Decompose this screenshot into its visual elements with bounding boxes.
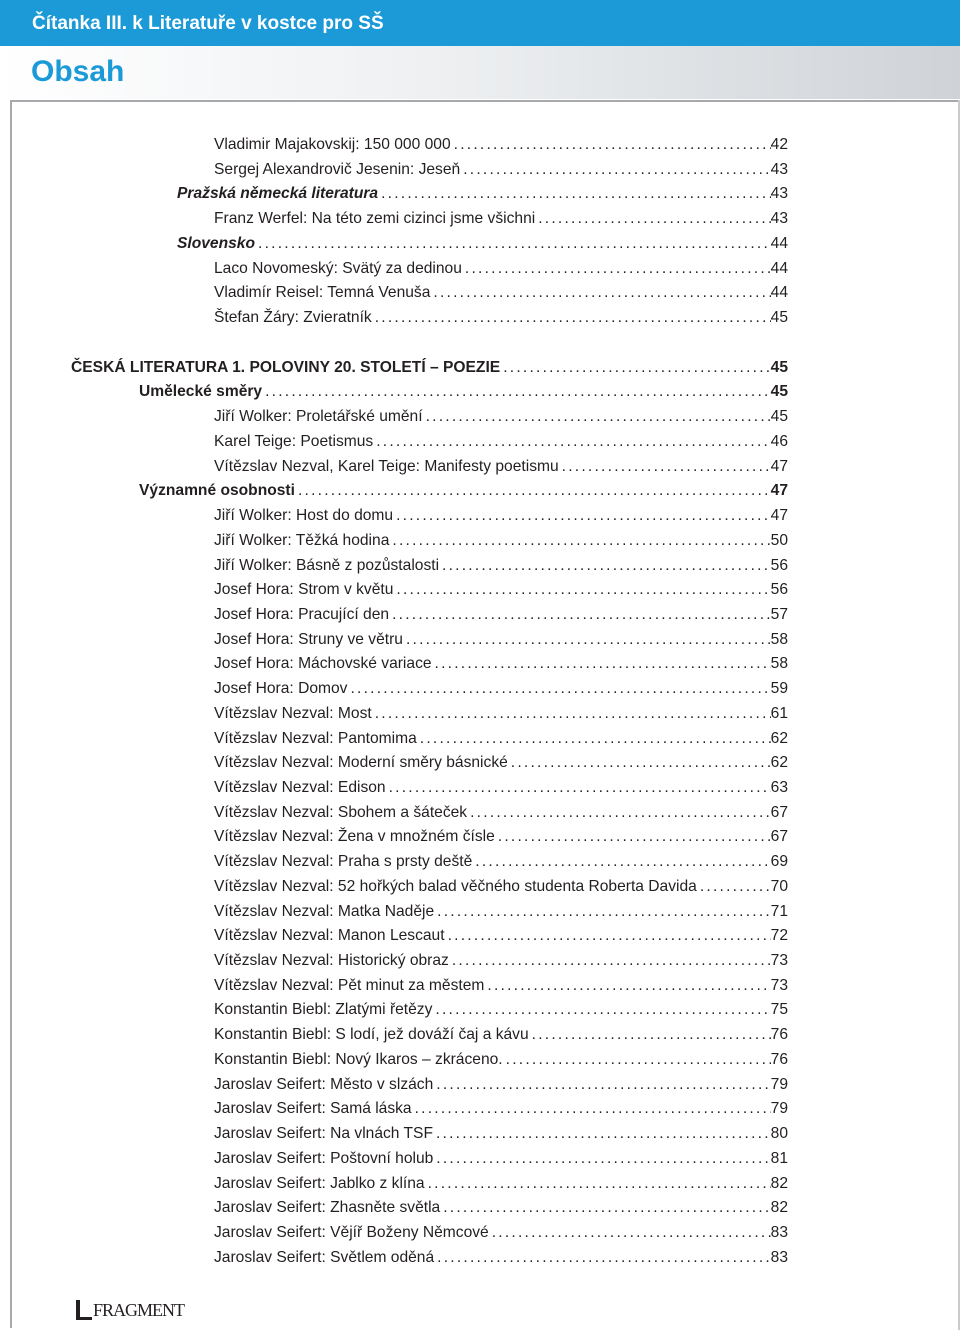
dot-leader — [392, 603, 771, 627]
toc-entry-title: Jiří Wolker: Host do domu — [214, 507, 394, 524]
toc-page-number: 44 — [770, 235, 788, 252]
toc-entry-title: Konstantin Biebl: Nový Ikaros – zkráceno. — [214, 1051, 503, 1068]
toc-row — [214, 825, 788, 849]
toc-entry-title: Vítězslav Nezval: Matka Naděje — [214, 903, 435, 920]
toc-row — [214, 578, 788, 602]
dot-leader — [258, 232, 771, 256]
dot-leader — [428, 1172, 771, 1196]
dot-leader — [506, 1048, 771, 1072]
dot-leader — [532, 1023, 771, 1047]
toc-entry-title: Jiří Wolker: Těžká hodina — [214, 532, 390, 549]
toc-row — [139, 380, 788, 404]
toc-page-number: 58 — [770, 655, 788, 672]
dot-leader — [435, 652, 771, 676]
toc-row — [214, 949, 788, 973]
toc-row — [214, 677, 788, 701]
dot-leader — [503, 356, 770, 380]
toc-entry-title: Slovensko — [177, 235, 255, 252]
dot-leader — [436, 1073, 770, 1097]
toc-entry-title: Sergej Alexandrovič Jesenin: Jeseň — [214, 161, 461, 178]
toc-page-number: 61 — [770, 705, 788, 722]
toc-page-number: 82 — [770, 1199, 788, 1216]
toc-entry-title: Konstantin Biebl: Zlatými řetězy — [214, 1001, 433, 1018]
publisher-logo — [76, 1299, 184, 1321]
toc-row — [214, 1246, 788, 1270]
toc-page-number: 47 — [770, 482, 788, 499]
heading-band — [0, 46, 960, 99]
toc-entry-title: Jaroslav Seifert: Světlem oděná — [214, 1249, 435, 1266]
toc-page-number: 62 — [770, 730, 788, 747]
dot-leader — [463, 158, 770, 182]
toc-entry-title: Vítězslav Nezval: Pět minut za městem — [214, 977, 485, 994]
toc-page-number: 80 — [770, 1125, 788, 1142]
toc-entry-title: Vítězslav Nezval: Praha s prsty deště — [214, 853, 473, 870]
toc-page-number: 83 — [770, 1249, 788, 1266]
toc-entry-title: Josef Hora: Strom v květu — [214, 581, 394, 598]
toc-page-number: 79 — [770, 1076, 788, 1093]
toc-entry-title: Josef Hora: Máchovské variace — [214, 655, 432, 672]
toc-entry-title: Jaroslav Seifert: Poštovní holub — [214, 1150, 434, 1167]
dot-leader — [436, 1147, 770, 1171]
toc-page-number: 82 — [770, 1175, 788, 1192]
toc-page-number: 45 — [770, 359, 788, 376]
toc-entry-title: ČESKÁ LITERATURA 1. POLOVINY 20. STOLETÍ – POEZIE — [71, 359, 501, 376]
dot-leader — [448, 924, 771, 948]
dot-leader — [406, 628, 771, 652]
dot-leader — [298, 479, 771, 503]
dot-leader — [381, 182, 771, 206]
toc-entry-title: Josef Hora: Struny ve větru — [214, 631, 403, 648]
toc-entry-title: Jaroslav Seifert: Zhasněte světla — [214, 1199, 441, 1216]
toc-page-number: 59 — [770, 680, 788, 697]
toc-row — [214, 751, 788, 775]
dot-leader — [700, 875, 771, 899]
toc-page-number: 45 — [770, 408, 788, 425]
toc-row — [214, 776, 788, 800]
toc-row — [214, 504, 788, 528]
toc-row — [214, 801, 788, 825]
dot-leader — [375, 702, 771, 726]
dot-leader — [442, 554, 771, 578]
toc-row — [214, 430, 788, 454]
toc-entry-title: Jaroslav Seifert: Samá láska — [214, 1100, 412, 1117]
toc-page-number: 69 — [770, 853, 788, 870]
dot-leader — [538, 207, 770, 231]
toc-entry-title: Umělecké směry — [139, 383, 263, 400]
dot-leader — [433, 281, 770, 305]
toc-page-number: 45 — [770, 383, 788, 400]
toc-page-number: 67 — [770, 804, 788, 821]
toc-page-number: 70 — [770, 878, 788, 895]
toc-page-number: 73 — [770, 977, 788, 994]
toc-entry-title: Vítězslav Nezval: Žena v množném čísle — [214, 828, 495, 845]
toc-row — [214, 455, 788, 479]
book-title-bar — [0, 0, 960, 46]
toc-row — [214, 257, 788, 281]
dot-leader — [350, 677, 770, 701]
toc-row — [214, 281, 788, 305]
toc-row — [214, 974, 788, 998]
toc-row — [214, 1122, 788, 1146]
toc-row — [214, 603, 788, 627]
dot-leader — [511, 751, 771, 775]
toc-page-number: 44 — [770, 260, 788, 277]
toc-entry-title: Jiří Wolker: Proletářské umění — [214, 408, 423, 425]
toc-entry-title: Konstantin Biebl: S lodí, jež dováží čaj a kávu — [214, 1026, 529, 1043]
toc-entry-title: Josef Hora: Pracující den — [214, 606, 390, 623]
toc-row — [214, 1172, 788, 1196]
toc-entry-title: Vítězslav Nezval: Pantomima — [214, 730, 417, 747]
toc-page-number: 56 — [770, 581, 788, 598]
dot-leader — [415, 1097, 771, 1121]
toc-row — [214, 1147, 788, 1171]
toc-page-number: 72 — [770, 927, 788, 944]
publisher-logo-text: FRAGMENT — [93, 1300, 185, 1320]
toc-entry-title: Jaroslav Seifert: Město v slzách — [214, 1076, 434, 1093]
dot-leader — [487, 974, 770, 998]
toc-row — [214, 652, 788, 676]
toc-page-number: 75 — [770, 1001, 788, 1018]
toc-page-number: 45 — [770, 309, 788, 326]
toc-page-number: 47 — [770, 458, 788, 475]
toc-row — [214, 924, 788, 948]
toc-entry-title: Štefan Žáry: Zvieratník — [214, 309, 372, 326]
toc-page-number: 46 — [770, 433, 788, 450]
dot-leader — [498, 825, 771, 849]
toc-page-number: 50 — [770, 532, 788, 549]
toc-row — [214, 1048, 788, 1072]
toc-row — [214, 529, 788, 553]
toc-page-number: 79 — [770, 1100, 788, 1117]
toc-row — [214, 875, 788, 899]
toc-entry-title: Vítězslav Nezval: 52 hořkých balad věčného studenta Roberta Davida — [214, 878, 697, 895]
toc-row — [214, 133, 788, 157]
toc-page-number: 81 — [770, 1150, 788, 1167]
dot-leader — [426, 405, 771, 429]
dot-leader — [376, 430, 770, 454]
toc-row — [214, 1023, 788, 1047]
toc-entry-title: Vítězslav Nezval: Sbohem a šáteček — [214, 804, 468, 821]
toc-entry-title: Karel Teige: Poetismus — [214, 433, 374, 450]
toc-row — [177, 232, 788, 256]
page-title: Obsah — [31, 55, 125, 88]
dot-leader — [443, 1196, 770, 1220]
toc-page-number: 76 — [770, 1051, 788, 1068]
toc-row — [214, 158, 788, 182]
toc-page-number: 43 — [770, 210, 788, 227]
toc-page-number: 73 — [770, 952, 788, 969]
dot-leader — [465, 257, 771, 281]
toc-entry-title: Vítězslav Nezval: Moderní směry básnické — [214, 754, 508, 771]
dot-leader — [420, 727, 771, 751]
toc-page-number: 63 — [770, 779, 788, 796]
toc-page-number: 71 — [770, 903, 788, 920]
dot-leader — [396, 504, 771, 528]
toc-entry-title: Vítězslav Nezval: Manon Lescaut — [214, 927, 445, 944]
dot-leader — [470, 801, 771, 825]
toc-page-number: 44 — [770, 284, 788, 301]
dot-leader — [454, 133, 771, 157]
toc-entry-title: Pražská německá literatura — [177, 185, 379, 202]
toc-row — [214, 900, 788, 924]
toc-entry-title: Jiří Wolker: Básně z pozůstalosti — [214, 557, 440, 574]
toc-entry-title: Významné osobnosti — [139, 482, 295, 499]
toc-entry-title: Jaroslav Seifert: Na vlnách TSF — [214, 1125, 433, 1142]
toc-row — [214, 850, 788, 874]
dot-leader — [396, 578, 770, 602]
toc-row — [71, 356, 788, 380]
dot-leader — [437, 1246, 770, 1270]
dot-leader — [435, 998, 770, 1022]
toc-entry-title: Vladimir Majakovskij: 150 000 000 — [214, 136, 451, 153]
toc-entry-title: Vítězslav Nezval: Historický obraz — [214, 952, 449, 969]
toc-entry-title: Josef Hora: Domov — [214, 680, 348, 697]
dot-leader — [436, 1122, 771, 1146]
toc-row — [214, 1097, 788, 1121]
toc-row — [177, 182, 788, 206]
toc-entry-title: Franz Werfel: Na této zemi cizinci jsme všichni — [214, 210, 536, 227]
toc-page-number: 57 — [770, 606, 788, 623]
toc-page-number: 43 — [770, 161, 788, 178]
dot-leader — [562, 455, 771, 479]
toc-entry-title: Vladimír Reisel: Temná Venuša — [214, 284, 431, 301]
dot-leader — [389, 776, 771, 800]
toc-row — [214, 628, 788, 652]
toc-row — [214, 1196, 788, 1220]
toc-page-number: 56 — [770, 557, 788, 574]
toc-row — [214, 1221, 788, 1245]
toc-entry-title: Vítězslav Nezval, Karel Teige: Manifesty poetismu — [214, 458, 559, 475]
toc-row — [214, 1073, 788, 1097]
toc-entry-title: Laco Novomeský: Svätý za dedinou — [214, 260, 462, 277]
toc-page-number: 76 — [770, 1026, 788, 1043]
toc-page-number: 43 — [770, 185, 788, 202]
toc-page-number: 42 — [770, 136, 788, 153]
book-title: Čítanka III. k Literatuře v kostce pro SŠ — [32, 13, 384, 34]
toc-row — [214, 306, 788, 330]
dot-leader — [452, 949, 771, 973]
toc-page-number: 62 — [770, 754, 788, 771]
toc-page-number: 47 — [770, 507, 788, 524]
dot-leader — [492, 1221, 771, 1245]
toc-row — [214, 727, 788, 751]
dot-leader — [265, 380, 771, 404]
dot-leader — [392, 529, 770, 553]
toc-row — [214, 554, 788, 578]
toc-row — [214, 207, 788, 231]
toc-entry-title: Jaroslav Seifert: Vějíř Boženy Němcové — [214, 1224, 489, 1241]
toc-entry-title: Vítězslav Nezval: Most — [214, 705, 372, 722]
toc-page-number: 67 — [770, 828, 788, 845]
dot-leader — [475, 850, 770, 874]
toc-row — [214, 702, 788, 726]
dot-leader — [375, 306, 771, 330]
toc-row — [214, 998, 788, 1022]
toc-entry-title: Vítězslav Nezval: Edison — [214, 779, 386, 796]
toc-page-number: 58 — [770, 631, 788, 648]
toc-row — [214, 405, 788, 429]
toc-page-number: 83 — [770, 1224, 788, 1241]
toc-row — [139, 479, 788, 503]
toc-entry-title: Jaroslav Seifert: Jablko z klína — [214, 1175, 425, 1192]
dot-leader — [437, 900, 771, 924]
logo-mark-icon — [76, 1300, 92, 1320]
